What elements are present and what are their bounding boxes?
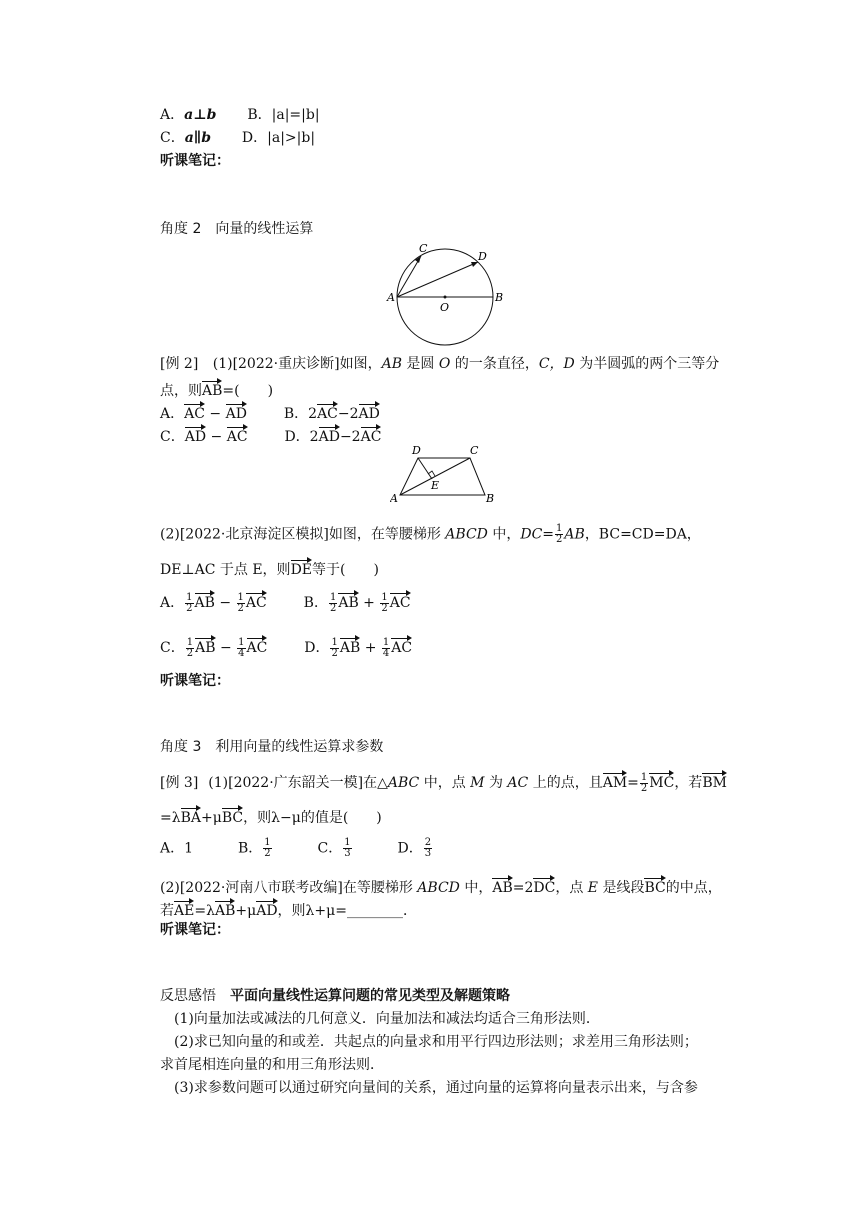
fig1-label-o: O xyxy=(440,301,450,314)
vector: BA xyxy=(181,805,201,827)
text: +μ xyxy=(201,810,222,826)
text: =λ xyxy=(160,810,181,826)
vector: AB xyxy=(195,590,215,612)
example3-part1-line2 xyxy=(160,805,382,827)
fig2-label-d: D xyxy=(412,444,421,457)
example3-part1-line1: [例 3] (1)[2022·广东韶关一模]在△ABC 中，点 M 为 AC 上的点，且AM= $\frac{1}{2}$ MC，若BM xyxy=(160,771,727,794)
text: =λ xyxy=(194,903,215,919)
fig2-label-b: B xyxy=(486,492,495,505)
vector: AB xyxy=(338,590,358,612)
text: $\frac{1}{2}$ xyxy=(381,591,388,614)
vector: AB xyxy=(195,635,215,657)
vector: AM xyxy=(603,770,627,792)
example2-part2-line2 xyxy=(160,557,379,579)
vector: AD xyxy=(226,401,247,423)
reflection-item-1: (1)向量加法或减法的几何意义．向量加法和减法均适合三角形法则． xyxy=(174,1011,600,1027)
text: $\frac{1}{4}$ xyxy=(238,636,245,659)
text: 的一条直径， xyxy=(450,356,539,372)
text: A．1 xyxy=(160,840,194,857)
vector: AE xyxy=(174,898,194,920)
reflection-item-2-cont: 求首尾相连向量的和用三角形法则． xyxy=(160,1057,384,1073)
text: $\frac{1}{4}$ xyxy=(382,636,390,659)
text: ，点 xyxy=(555,880,588,896)
example2-part1-options-row1: A．AC − AD B．2AC−2AD xyxy=(160,401,380,423)
text: D． xyxy=(284,429,310,445)
reflection-item-2: (2)求已知向量的和或差．共起点的向量求和用平行四边形法则；求差用三角形法则； xyxy=(174,1034,698,1050)
vector: MC xyxy=(649,770,674,792)
text: 中，点 xyxy=(419,775,471,791)
text: M xyxy=(470,775,485,791)
fig1-label-a: A xyxy=(387,291,395,304)
example3-part2-line2 xyxy=(160,898,417,920)
text: (1)[2022·广东韶关一模]在△ xyxy=(208,775,388,791)
vector-ab: AB xyxy=(202,378,222,400)
example2-part2-options-row1: A． $\frac{1}{2}$ AB − $\frac{1}{2}$ AC B． $\frac{1}{2}$ AB + $\frac{1}{2}$ AC xyxy=(160,591,411,614)
fig2-label-e: E xyxy=(431,479,440,492)
trapezoid-figure xyxy=(390,442,500,507)
option-c-text: a∥b xyxy=(184,130,211,146)
text: C． xyxy=(160,429,185,445)
q1-options-row2 xyxy=(160,129,315,147)
fraction-one-half: $\frac{1}{2}$ xyxy=(556,523,563,545)
text: D． xyxy=(304,640,330,656)
text: $\frac{2}{3}$ xyxy=(424,837,432,859)
text: DE⊥AC 于点 E，则 xyxy=(160,562,291,578)
vector-de: DE xyxy=(291,557,312,579)
option-b-label: B． xyxy=(247,107,272,123)
vector: AB xyxy=(340,635,360,657)
text: (2)[2022·河南八市联考改编]在等腰梯形 xyxy=(160,880,418,896)
section-heading-angle2: 角度 2 向量的线性运算 xyxy=(160,221,314,237)
text: 的中点， xyxy=(665,880,722,896)
text: 为半圆弧的两个三等分 xyxy=(574,356,720,372)
text: ABCD xyxy=(417,880,460,896)
text: B． xyxy=(283,406,309,422)
text: ，则λ−μ的值是( ) xyxy=(243,810,382,826)
text: +μ xyxy=(235,903,257,919)
text: O xyxy=(438,356,451,372)
example2-part2-line1 xyxy=(160,524,701,545)
notes-label: 听课笔记： xyxy=(160,922,230,938)
fig2-label-c: C xyxy=(470,444,479,457)
vector: AD xyxy=(359,401,380,423)
text: [例 3] xyxy=(160,775,199,791)
text: ，若 xyxy=(674,775,703,791)
vector: AC xyxy=(184,401,205,423)
text: 中， xyxy=(459,880,493,896)
text: C． xyxy=(160,640,185,656)
fig1-label-d: D xyxy=(478,250,487,263)
option-c-label: C． xyxy=(160,130,185,146)
text: 平面向量线性运算问题的常见类型及解题策略 xyxy=(230,988,510,1004)
vector: DC xyxy=(533,875,555,897)
text: D． xyxy=(397,840,423,857)
text: $\frac{1}{3}$ xyxy=(344,837,351,859)
vector: AC xyxy=(247,635,268,657)
text: 若 xyxy=(160,903,174,919)
option-a-label: A． xyxy=(160,107,185,123)
example2-part2-options-row2: C． $\frac{1}{2}$ AB − $\frac{1}{4}$ AC D． $\frac{1}{2}$ AB + $\frac{1}{4}$ AC xyxy=(160,636,413,659)
circle-figure xyxy=(385,238,510,348)
vector: AB xyxy=(492,875,512,897)
reflection-item-3: (3)求参数问题可以通过研究向量间的关系，通过向量的运算将向量表示出来，与含参 xyxy=(174,1080,698,1096)
vector: AC xyxy=(361,424,382,446)
text: 反思感悟 xyxy=(160,988,216,1004)
text: =2 xyxy=(512,880,534,896)
text: 点，则 xyxy=(160,383,202,399)
text: C． xyxy=(317,840,343,857)
text: 为 xyxy=(484,775,508,791)
example2-part1-line2 xyxy=(160,378,273,400)
text: ，则λ+μ=________． xyxy=(277,903,417,919)
option-d-text: |a|>|b| xyxy=(267,130,316,146)
vector: BC xyxy=(644,875,665,897)
text: A． xyxy=(160,406,185,422)
vector: AC xyxy=(390,590,411,612)
text: 上的点，且 xyxy=(528,775,603,791)
text: 中， xyxy=(487,526,521,543)
text: (2)[2022·北京海淀区模拟]如图，在等腰梯形 xyxy=(160,526,446,543)
vector: AB xyxy=(215,898,235,920)
text: = xyxy=(542,526,555,543)
option-a-text: a⊥b xyxy=(184,107,217,123)
option-d-label: D． xyxy=(241,130,268,146)
vector: AC xyxy=(246,590,267,612)
vector: BM xyxy=(702,770,727,792)
reflection-heading xyxy=(160,987,510,1005)
text: $\frac{1}{2}$ xyxy=(237,591,244,614)
notes-label: 听课笔记： xyxy=(160,153,230,169)
example2-part1-line1 xyxy=(160,355,719,373)
text: AC xyxy=(507,775,529,791)
q1-options-row1 xyxy=(160,106,320,124)
fig2-label-a: A xyxy=(390,492,398,505)
text: =( ) xyxy=(222,383,274,399)
text: $\frac{1}{2}$ xyxy=(186,636,194,659)
vector: AC xyxy=(227,424,248,446)
text: ABCD xyxy=(445,526,488,543)
text: $\frac{1}{2}$ xyxy=(329,591,337,614)
text: C，D xyxy=(538,356,575,372)
text: $\frac{1}{2}$ xyxy=(331,636,338,659)
text: (1)[2022·重庆诊断]如图， xyxy=(212,356,382,372)
vector: AC xyxy=(391,635,412,657)
text: A． xyxy=(160,595,185,611)
text: ABC xyxy=(387,775,420,791)
example2-part1-options-row2: C．AD − AC D．2AD−2AC xyxy=(160,424,381,446)
text: E xyxy=(587,880,599,896)
fig1-label-b: B xyxy=(495,291,504,304)
text: DC xyxy=(520,526,543,543)
vector: AD xyxy=(256,898,277,920)
fig1-label-c: C xyxy=(419,242,428,255)
option-b-text: |a|=|b| xyxy=(271,107,320,123)
example3-part1-options xyxy=(160,838,433,859)
text: $\frac{1}{2}$ xyxy=(640,771,648,794)
example3-part2-line1 xyxy=(160,875,722,897)
text: $\frac{1}{2}$ xyxy=(186,591,193,614)
text: B． xyxy=(303,595,328,611)
text: 是圆 xyxy=(401,356,439,372)
text: $\frac{1}{2}$ xyxy=(264,837,271,859)
text: 等于( ) xyxy=(312,562,379,578)
text: 是线段 xyxy=(598,880,645,896)
vector: BC xyxy=(222,805,243,827)
vector: AD xyxy=(319,424,340,446)
text: AB xyxy=(564,526,585,543)
section-heading-angle3: 角度 3 利用向量的线性运算求参数 xyxy=(160,739,384,755)
notes-label: 听课笔记： xyxy=(160,673,230,689)
vector: AD xyxy=(185,424,206,446)
vector: AC xyxy=(317,401,338,423)
text: ，BC=CD=DA， xyxy=(584,526,701,543)
text: AB xyxy=(381,356,402,372)
example-tag: [例 2] xyxy=(160,356,199,372)
text: B． xyxy=(237,840,263,857)
